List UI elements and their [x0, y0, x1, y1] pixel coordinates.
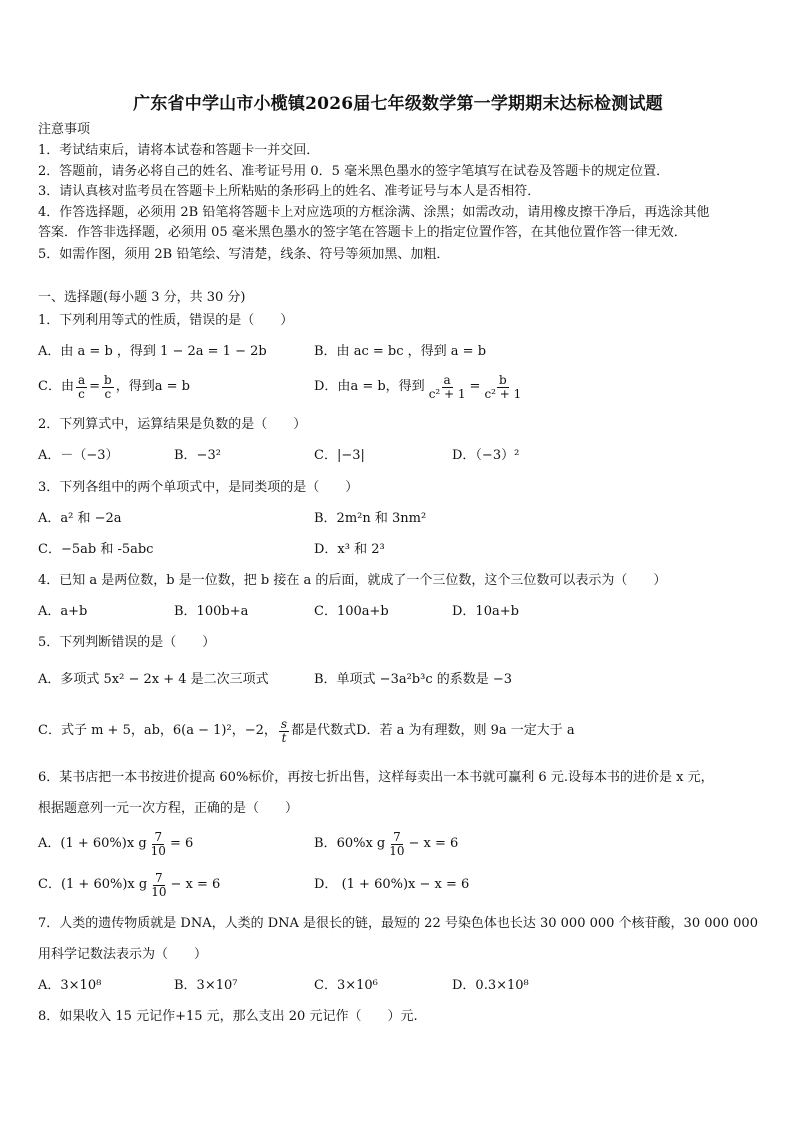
- math-expr: ac = bc: [353, 344, 404, 359]
- option-text: ，得到: [115, 379, 155, 394]
- q4-option-d: D．10a+b: [452, 604, 519, 619]
- denominator: 10: [151, 884, 167, 899]
- math-expr: a = b: [450, 344, 487, 359]
- question-5-stem: 5．下列判断错误的是（ ）: [38, 635, 216, 650]
- q2-option-a: A．－（−3）: [38, 448, 119, 463]
- option-text: ，得到: [385, 379, 425, 394]
- option-label: A．由: [38, 344, 74, 359]
- math-expr: a = b: [154, 379, 190, 394]
- math-expr: 1 − 2a = 1 − 2b: [160, 344, 267, 359]
- q2-option-d: D．（−3）²: [452, 448, 520, 463]
- math-expr: a = b: [77, 344, 113, 359]
- q7-option-d: D．0.3×10⁸: [452, 978, 529, 993]
- q2-option-b: B．−3²: [174, 448, 221, 463]
- denominator: c² + 1: [484, 386, 522, 401]
- fraction: [102, 374, 114, 401]
- q3-option-c: C．−5ab 和 -5abc: [38, 542, 154, 557]
- fraction: [149, 872, 168, 899]
- question-7-stem: 7．人类的遗传物质就是 DNA，人类的 DNA 是很长的链，最短的 22 号染色体也长达 30 000 000 个核苷酸，30 000 000: [38, 916, 758, 931]
- math-expr: (1 + 60%)x − x = 6: [341, 877, 470, 892]
- q7-option-a: A．3×10⁸: [38, 978, 102, 993]
- q4-option-c: C．100a+b: [314, 604, 389, 619]
- option-text: ，得到: [407, 344, 447, 359]
- note-item: 3．请认真核对监考员在答题卡上所粘贴的条形码上的姓名、准考证号与本人是否相符．: [38, 184, 541, 199]
- q4-option-b: B．100b+a: [174, 604, 249, 619]
- math-expr: (1 + 60%)x g: [60, 877, 148, 892]
- numerator: a: [77, 372, 86, 387]
- note-item: 1．考试结束后，请将本试卷和答题卡一并交回．: [38, 143, 320, 158]
- notes-heading: 注意事项: [38, 122, 91, 137]
- math-expr: 60%x g: [336, 836, 386, 851]
- q1-option-d: [314, 372, 525, 402]
- question-1-stem: 1．下列利用等式的性质，错误的是（ ）: [38, 313, 294, 328]
- math-expr: = 6: [169, 836, 194, 851]
- note-item: 答案．作答非选择题，必须用 05 毫米黑色墨水的签字笔在答题卡上的指定位置作答，在其他位置作答一律无效．: [38, 225, 687, 240]
- q5-option-a: A．多项式 5x² − 2x + 4 是二次三项式: [38, 672, 269, 687]
- option-text: 都是代数式D．若 a 为有理数，则 9a 一定大于 a: [291, 723, 575, 738]
- q5-option-c-d: [38, 714, 575, 748]
- q4-option-a: A．a+b: [38, 604, 88, 619]
- question-6-stem-cont: 根据题意列一元一次方程，正确的是（ ）: [38, 801, 299, 816]
- page-title: 广东省中学山市小榄镇2026届七年级数学第一学期期末达标检测试题: [133, 94, 663, 114]
- note-item: 2．答题前，请务必将自己的姓名、准考证号用 0．5 毫米黑色墨水的签字笔填写在试卷及答题卡的规定位置．: [38, 164, 670, 179]
- option-text: C．式子 m + 5，ab，6(a − 1)²，−2，: [38, 723, 277, 738]
- q7-option-c: C．3×10⁶: [314, 978, 378, 993]
- option-label: B．由: [314, 344, 350, 359]
- option-label: D．: [314, 877, 338, 892]
- question-3-stem: 3．下列各组中的两个单项式中，是同类项的是（ ）: [38, 480, 359, 495]
- denominator: 10: [389, 843, 405, 858]
- equals-sign: =: [89, 379, 101, 394]
- numerator: b: [104, 372, 112, 387]
- fraction: [279, 718, 289, 745]
- option-label: B．: [314, 836, 337, 851]
- numerator: 7: [154, 829, 163, 844]
- equals-sign: =: [469, 379, 481, 394]
- numerator: 7: [155, 870, 163, 885]
- denominator: 10: [150, 843, 166, 858]
- numerator: a: [443, 372, 451, 387]
- fraction: [427, 374, 468, 401]
- question-4-stem: 4．已知 a 是两位数，b 是一位数，把 b 接在 a 的后面，就成了一个三位数，这个三位数可以表示为（ ）: [38, 573, 667, 588]
- q1-option-a: [38, 343, 267, 361]
- q6-option-b: [314, 828, 458, 860]
- q6-option-c: [38, 869, 220, 901]
- denominator: c² + 1: [428, 386, 466, 401]
- q3-option-d: D．x³ 和 2³: [314, 542, 385, 557]
- fraction: [76, 374, 87, 401]
- math-expr: a = b: [350, 379, 386, 394]
- q1-option-b: [314, 343, 486, 361]
- note-item: 5．如需作图，须用 2B 铅笔绘、写清楚，线条、符号等须加黑、加粗．: [38, 247, 450, 262]
- math-expr: − x = 6: [170, 877, 221, 892]
- q5-option-b: B．单项式 −3a²b³c 的系数是 −3: [314, 672, 513, 687]
- q6-option-a: [38, 828, 193, 860]
- q3-option-a: A．a² 和 −2a: [38, 511, 122, 526]
- q1-option-c: [38, 372, 190, 402]
- fraction: [387, 831, 406, 858]
- numerator: b: [499, 372, 507, 387]
- numerator: 7: [393, 829, 401, 844]
- q7-option-b: B．3×10⁷: [174, 978, 238, 993]
- note-item: 4．作答选择题，必须用 2B 铅笔将答题卡上对应选项的方框涂满、涂黑；如需改动，请用橡皮擦干净后，再选涂其他: [38, 205, 710, 220]
- math-expr: − x = 6: [408, 836, 459, 851]
- q6-option-d: [314, 876, 469, 894]
- q3-option-b: B．2m²n 和 3nm²: [314, 511, 427, 526]
- numerator: s: [280, 716, 288, 731]
- option-label: C．: [38, 877, 61, 892]
- denominator: c: [78, 386, 85, 401]
- denominator: c: [104, 386, 112, 401]
- option-label: A．: [38, 836, 61, 851]
- fraction: [482, 374, 523, 401]
- question-6-stem: 6．某书店把一本书按进价提高 60%标价，再按七折出售，这样每卖出一本书就可赢利 6 元.设每本书的进价是 x 元，: [38, 770, 714, 785]
- option-text: ，得到: [116, 344, 156, 359]
- section-heading: 一、选择题(每小题 3 分，共 30 分): [38, 290, 246, 305]
- fraction: [149, 831, 168, 858]
- q2-option-c: C．|−3|: [314, 448, 365, 463]
- question-8-stem: 8．如果收入 15 元记作+15 元，那么支出 20 元记作（ ）元.: [38, 1009, 418, 1024]
- question-7-stem-cont: 用科学记数法表示为（ ）: [38, 947, 208, 962]
- denominator: t: [281, 730, 287, 745]
- question-2-stem: 2．下列算式中，运算结果是负数的是（ ）: [38, 417, 307, 432]
- option-label: D．由: [314, 379, 351, 394]
- math-expr: (1 + 60%)x g: [60, 836, 147, 851]
- option-label: C．由: [38, 379, 74, 394]
